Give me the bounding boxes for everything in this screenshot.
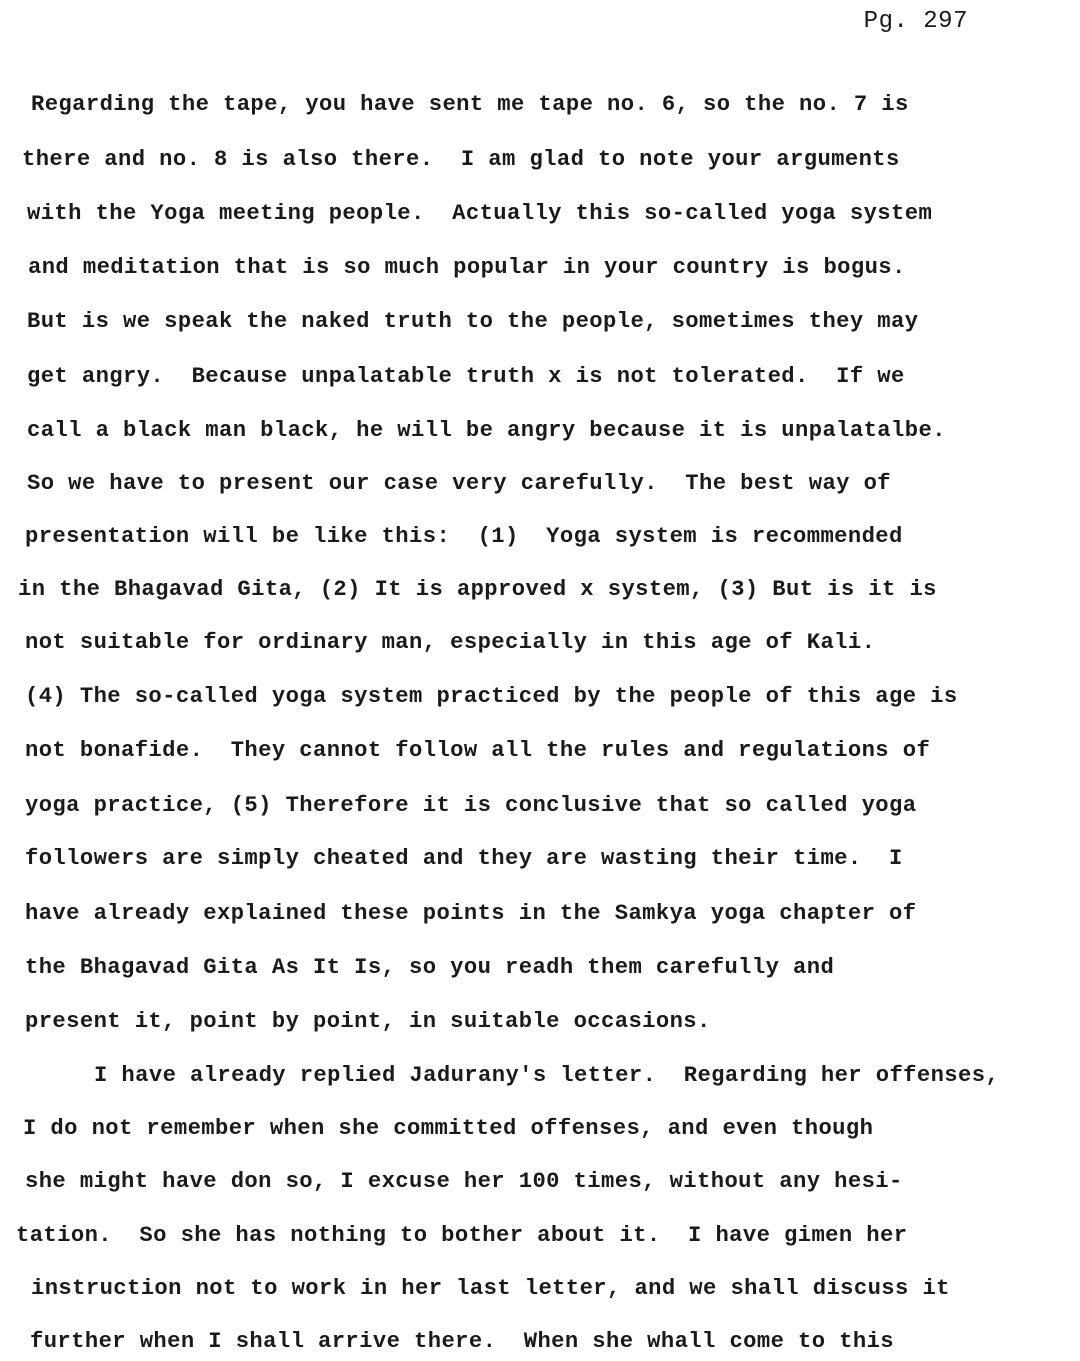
text-line: call a black man black, he will be angry because it is unpalatalbe.: [27, 418, 946, 443]
text-line: followers are simply cheated and they are wasting their time. I: [25, 846, 903, 871]
text-line: get angry. Because unpalatable truth x is not tolerated. If we: [27, 364, 905, 389]
text-line: with the Yoga meeting people. Actually this so-called yoga system: [27, 201, 933, 226]
text-line: further when I shall arrive there. When she whall come to this: [30, 1329, 895, 1354]
text-line: the Bhagavad Gita As It Is, so you readh them carefully and: [25, 955, 835, 980]
page-number: Pg. 297: [863, 8, 968, 35]
text-line: instruction not to work in her last letter, and we shall discuss it: [31, 1276, 950, 1301]
text-line: not bonafide. They cannot follow all the rules and regulations of: [25, 738, 931, 763]
text-line: and meditation that is so much popular in your country is bogus.: [28, 255, 906, 280]
text-line: there and no. 8 is also there. I am glad to note your arguments: [22, 147, 900, 172]
text-line: have already explained these points in the Samkya yoga chapter of: [25, 901, 917, 926]
text-line: she might have don so, I excuse her 100 times, without any hesi-: [25, 1169, 903, 1194]
text-line: Regarding the tape, you have sent me tape no. 6, so the no. 7 is: [31, 92, 909, 117]
text-line: tation. So she has nothing to bother about it. I have gimen her: [16, 1223, 908, 1248]
text-line: present it, point by point, in suitable occasions.: [25, 1009, 711, 1034]
text-line: But is we speak the naked truth to the people, sometimes they may: [27, 309, 919, 334]
text-line: presentation will be like this: (1) Yoga system is recommended: [25, 524, 903, 549]
text-line: in the Bhagavad Gita, (2) It is approved x system, (3) But is it is: [18, 577, 937, 602]
text-line: I do not remember when she committed offenses, and even though: [23, 1116, 874, 1141]
text-line: I have already replied Jadurany's letter. Regarding her offenses,: [94, 1063, 1000, 1088]
text-line: not suitable for ordinary man, especially in this age of Kali.: [25, 630, 876, 655]
text-line: (4) The so-called yoga system practiced by the people of this age is: [25, 684, 958, 709]
text-line: So we have to present our case very carefully. The best way of: [27, 471, 892, 496]
text-line: yoga practice, (5) Therefore it is conclusive that so called yoga: [25, 793, 917, 818]
